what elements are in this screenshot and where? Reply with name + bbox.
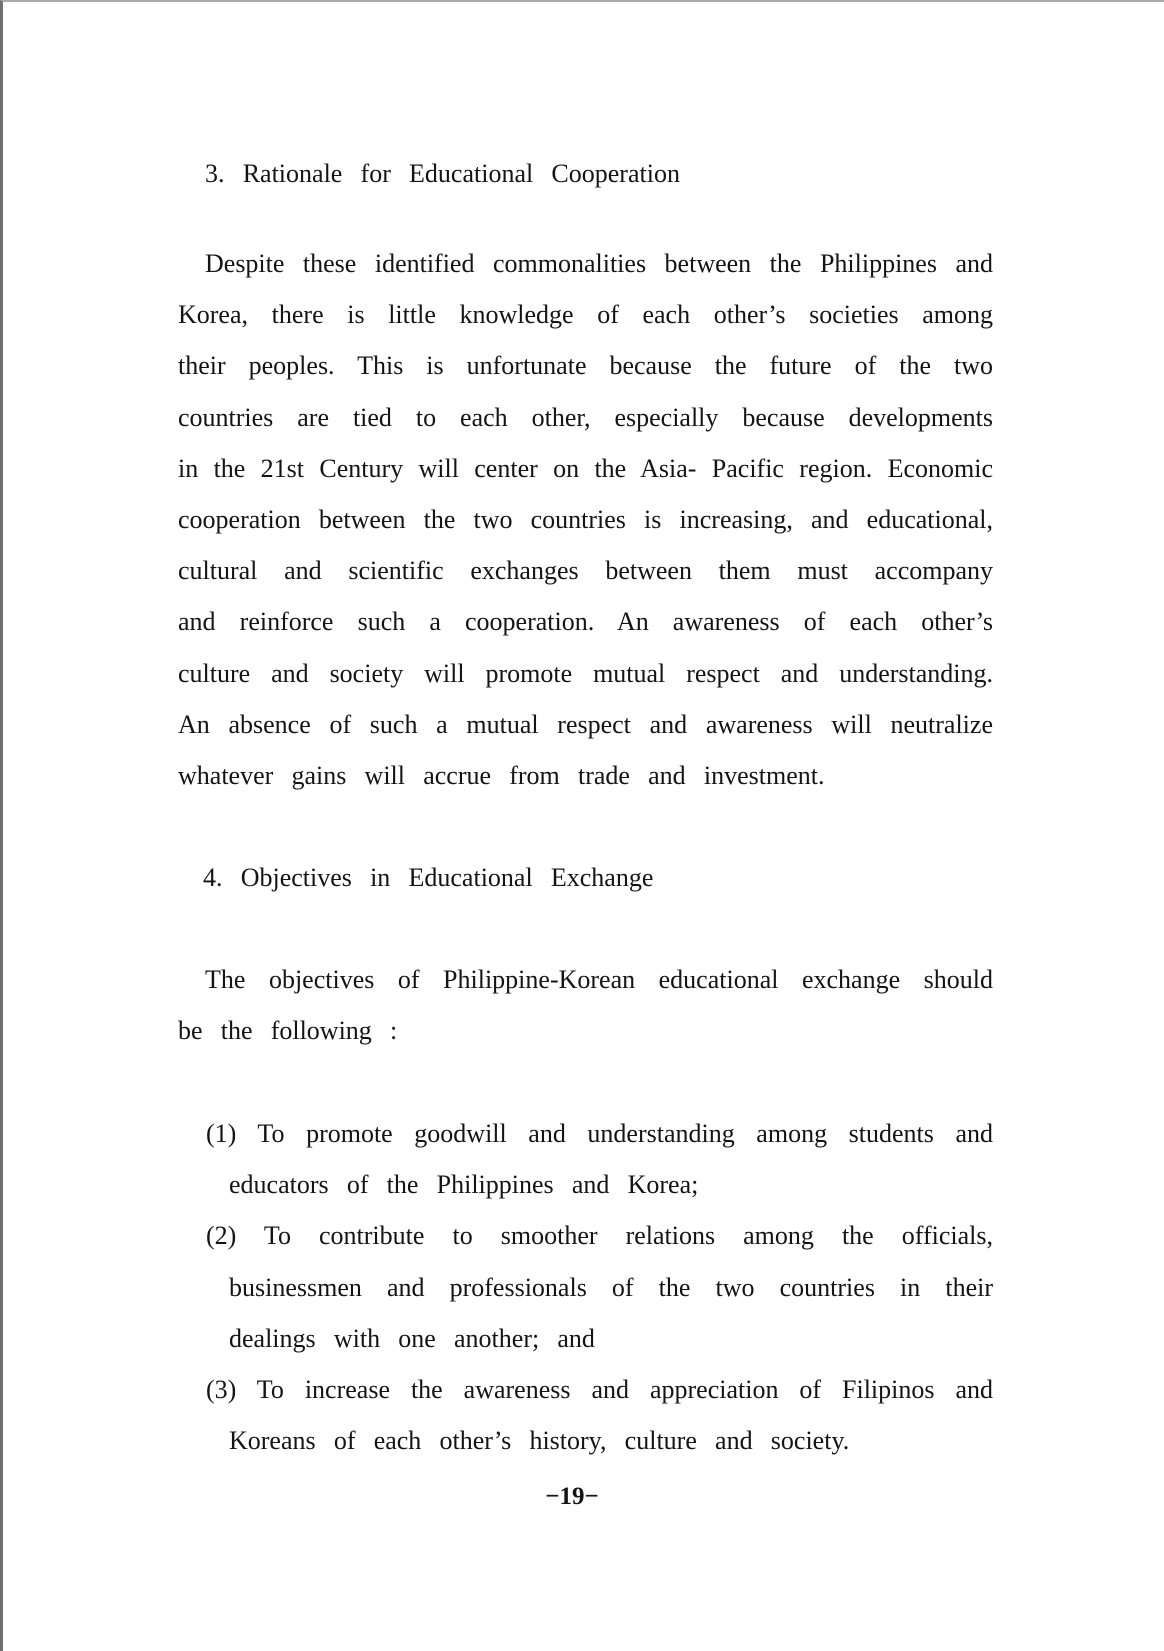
list-item	[206, 1108, 993, 1210]
paragraph-line: Korea, there is little knowledge of each other’s societies among	[178, 300, 993, 330]
paragraph-objectives-intro	[178, 954, 993, 1056]
paragraph-line: be the following :	[178, 1016, 398, 1046]
paragraph-line: their peoples. This is unfortunate because the future of the two	[178, 351, 993, 381]
list-item-line: (1) To promote goodwill and understanding among students and	[206, 1119, 993, 1148]
list-item-line: (2) To contribute to smoother relations among the officials,	[206, 1221, 993, 1251]
paragraph-line: in the 21st Century will center on the Asia- Pacific region. Economic	[178, 453, 993, 483]
paragraph-line: whatever gains will accrue from trade and investment.	[178, 760, 825, 790]
paragraph-line: An absence of such a mutual respect and awareness will neutralize	[178, 709, 993, 739]
objectives-list	[206, 1108, 993, 1466]
page-number: −19−	[545, 1483, 599, 1510]
paragraph-line: cultural and scientific exchanges between them must accompany	[178, 556, 993, 586]
paragraph-line: culture and society will promote mutual respect and understanding.	[178, 658, 993, 688]
list-item-line: educators of the Philippines and Korea;	[229, 1170, 699, 1200]
paragraph-line: cooperation between the two countries is increasing, and educational,	[178, 504, 993, 534]
list-item	[206, 1364, 993, 1466]
list-item-line: Koreans of each other’s history, culture and society.	[229, 1426, 850, 1456]
list-item-line: (3) To increase the awareness and appreciation of Filipinos and	[206, 1374, 993, 1404]
list-item	[206, 1210, 993, 1364]
paragraph-rationale	[178, 238, 993, 801]
section-heading-objectives: 4. Objectives in Educational Exchange	[203, 863, 654, 892]
paragraph-line: The objectives of Philippine-Korean educational exchange should	[205, 965, 993, 994]
list-item-line: dealings with one another; and	[229, 1323, 595, 1353]
paragraph-line: countries are tied to each other, especially because developments	[178, 402, 993, 432]
section-heading-rationale: 3. Rationale for Educational Cooperation	[205, 159, 680, 188]
paragraph-line: and reinforce such a cooperation. An awareness of each other’s	[178, 607, 993, 637]
paragraph-line: Despite these identified commonalities between the Philippines and	[205, 249, 993, 278]
list-item-line: businessmen and professionals of the two countries in their	[229, 1272, 993, 1302]
